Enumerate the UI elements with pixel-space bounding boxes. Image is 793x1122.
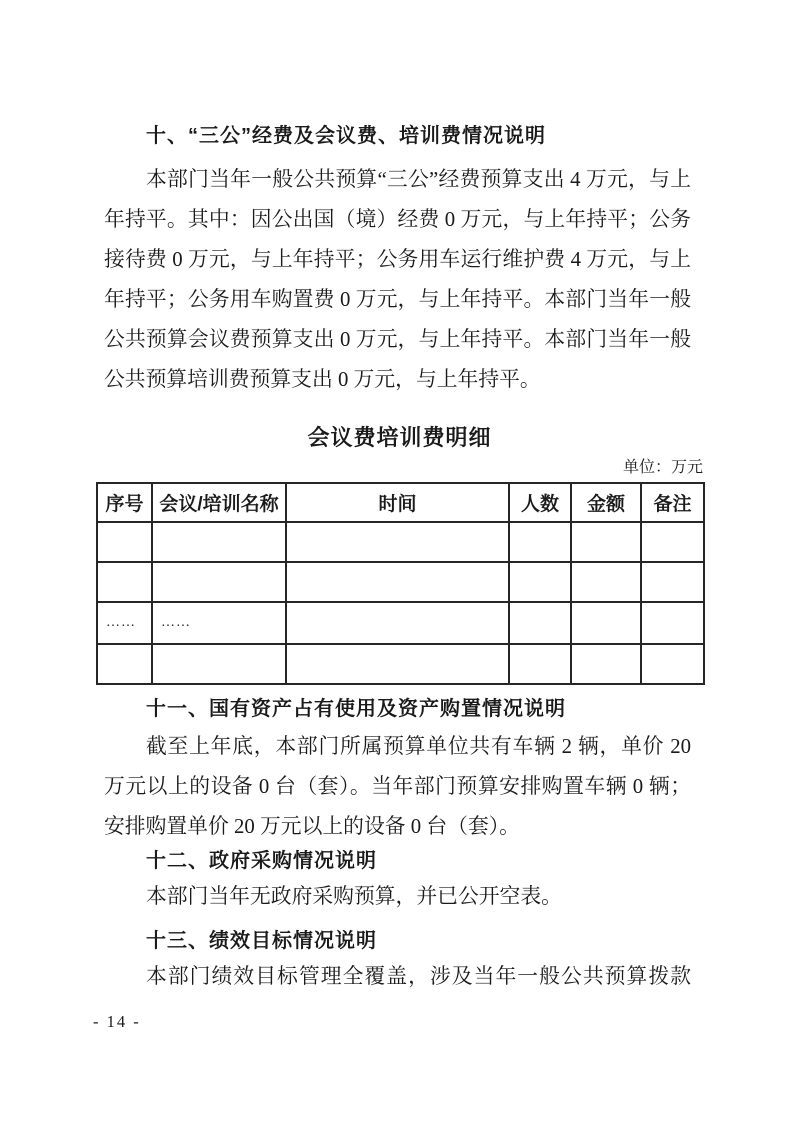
section-twelve-paragraph: 本部门当年无政府采购预算，并已公开空表。	[146, 885, 562, 908]
table-row	[97, 602, 704, 644]
section-eleven-heading: 十一、国有资产占有使用及资产购置情况说明	[146, 698, 566, 720]
table-row	[97, 522, 704, 562]
section-ten-heading: 十、“三公”经费及会议费、培训费情况说明	[146, 125, 546, 147]
table-cell	[509, 562, 571, 602]
table-header-row	[97, 483, 704, 522]
section-twelve-heading: 十二、政府采购情况说明	[146, 850, 377, 872]
table-cell	[97, 562, 152, 602]
table-cell	[286, 522, 509, 562]
table-cell	[286, 562, 509, 602]
column-header-remark: 备注	[641, 483, 704, 522]
table-cell	[97, 644, 152, 684]
meeting-training-table	[96, 482, 705, 685]
table-cell	[641, 644, 704, 684]
table-cell	[509, 602, 571, 644]
table-unit-label: 单位：万元	[622, 459, 703, 476]
table-cell	[571, 602, 641, 644]
table-cell	[571, 644, 641, 684]
column-header-index: 序号	[97, 483, 152, 522]
table-cell	[97, 522, 152, 562]
section-thirteen-heading: 十三、绩效目标情况说明	[146, 930, 377, 952]
table-row	[97, 644, 704, 684]
section-ten-paragraph: 本部门当年一般公共预算“三公”经费预算支出 4 万元，与上年持平。其中：因公出国（境）经费 0 万元，与上年持平；公务接待费 0 万元，与上年持平；公务用车运行维护费 4 万元，与上年持平；公务用车购置费 0 万元，与上年持平。本部门当年一般公共预算会议费预算支出 0 万元，与上年持平。本部门当年一般公共预算培训费预算支出 0 万元，与上年持平。	[104, 168, 691, 391]
table-cell	[509, 644, 571, 684]
section-eleven-paragraph: 截至上年底，本部门所属预算单位共有车辆 2 辆，单价 20 万元以上的设备 0 台（套）。当年部门预算安排购置车辆 0 辆；安排购置单价 20 万元以上的设备 0 台（套）。	[104, 735, 691, 838]
table-cell	[286, 602, 509, 644]
meeting-training-table-title: 会议费培训费明细	[307, 425, 492, 450]
page-number: - 14 -	[93, 1012, 141, 1031]
table-cell	[152, 522, 286, 562]
table-cell	[286, 644, 509, 684]
table-cell	[152, 644, 286, 684]
table-row	[97, 562, 704, 602]
column-header-people: 人数	[509, 483, 571, 522]
table-cell	[641, 522, 704, 562]
table-cell	[152, 562, 286, 602]
table-cell	[509, 522, 571, 562]
section-thirteen-paragraph: 本部门绩效目标管理全覆盖，涉及当年一般公共预算拨款	[146, 965, 691, 988]
table-cell	[571, 522, 641, 562]
column-header-amount: 金额	[571, 483, 641, 522]
table-cell	[641, 562, 704, 602]
table-cell: ……	[97, 602, 152, 644]
table-cell	[571, 562, 641, 602]
table-cell	[641, 602, 704, 644]
column-header-name: 会议/培训名称	[152, 483, 286, 522]
table-cell: ……	[152, 602, 286, 644]
column-header-time: 时间	[286, 483, 509, 522]
